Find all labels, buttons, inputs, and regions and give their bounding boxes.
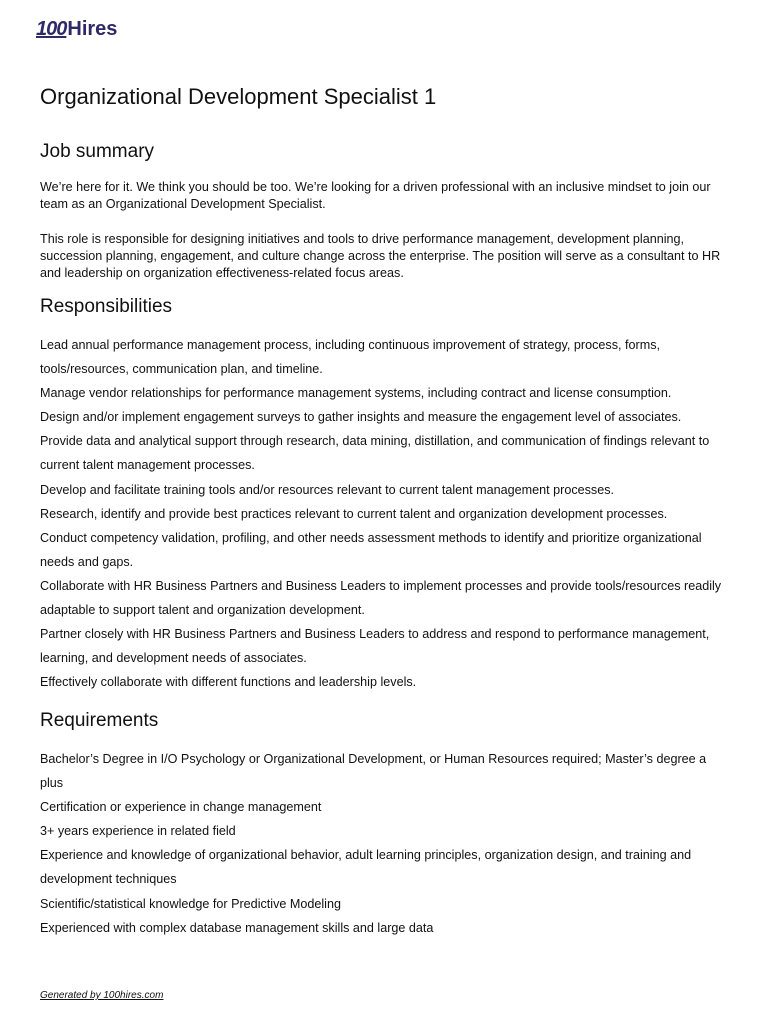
- requirement-item: 3+ years experience in related field: [40, 824, 236, 839]
- responsibility-item: Partner closely with HR Business Partners and Business Leaders to address and respond to performance management, learning, and development needs of associates.: [40, 627, 710, 666]
- requirement-item: Scientific/statistical knowledge for Predictive Modeling: [40, 896, 341, 911]
- responsibilities-list: [40, 333, 730, 694]
- requirement-item: Bachelor’s Degree in I/O Psychology or Organizational Development, or Human Resources required; Master’s degree a plus: [40, 752, 707, 791]
- requirement-item: Experience and knowledge of organizational behavior, adult learning principles, organization design, and training and development techniques: [40, 848, 692, 887]
- requirement-item: Experienced with complex database management skills and large data: [40, 920, 434, 935]
- job-summary-heading: Job summary: [40, 141, 155, 162]
- responsibilities-heading: Responsibilities: [40, 296, 173, 317]
- responsibility-item: Lead annual performance management process, including continuous improvement of strategy, process, forms, tools/resources, communication plan, and timeline.: [40, 338, 660, 377]
- responsibility-item: Develop and facilitate training tools and/or resources relevant to current talent management processes.: [40, 482, 615, 497]
- responsibility-item: Research, identify and provide best practices relevant to current talent and organization development processes.: [40, 506, 668, 521]
- responsibility-item: Collaborate with HR Business Partners and Business Leaders to implement processes and provide tools/resources readily adaptable to support talent and organization development.: [40, 578, 722, 618]
- responsibility-item: Provide data and analytical support through research, data mining, distillation, and communication of findings relevant to current talent management processes.: [40, 434, 710, 473]
- requirements-list: [40, 747, 730, 940]
- requirement-item: Certification or experience in change management: [40, 800, 322, 815]
- logo: [36, 18, 117, 41]
- requirements-heading: Requirements: [40, 710, 159, 731]
- page-title: Organizational Development Specialist 1: [40, 84, 437, 109]
- footer-link[interactable]: Generated by 100hires.com: [40, 990, 164, 1001]
- summary-paragraph-1: We’re here for it. We think you should be too. We’re looking for a driven professional with an inclusive mindset to join our team as an Organizational Development Specialist.: [40, 180, 711, 211]
- responsibility-item: Manage vendor relationships for performance management systems, including contract and license consumption.: [40, 386, 672, 401]
- logo-text: Hires: [67, 18, 118, 40]
- responsibility-item: Conduct competency validation, profiling, and other needs assessment methods to identify and prioritize organizational needs and gaps.: [40, 530, 702, 569]
- summary-paragraph-2: This role is responsible for designing initiatives and tools to drive performance management, development planning, succession planning, engagement, and culture change across the enterprise. The position will serve as a consultant to HR and leadership on organization effectiveness-related focus areas.: [40, 232, 721, 280]
- responsibility-item: Design and/or implement engagement surveys to gather insights and measure the engagement level of associates.: [40, 410, 682, 425]
- logo-mark: 100: [36, 18, 67, 40]
- responsibility-item: Effectively collaborate with different functions and leadership levels.: [40, 675, 417, 690]
